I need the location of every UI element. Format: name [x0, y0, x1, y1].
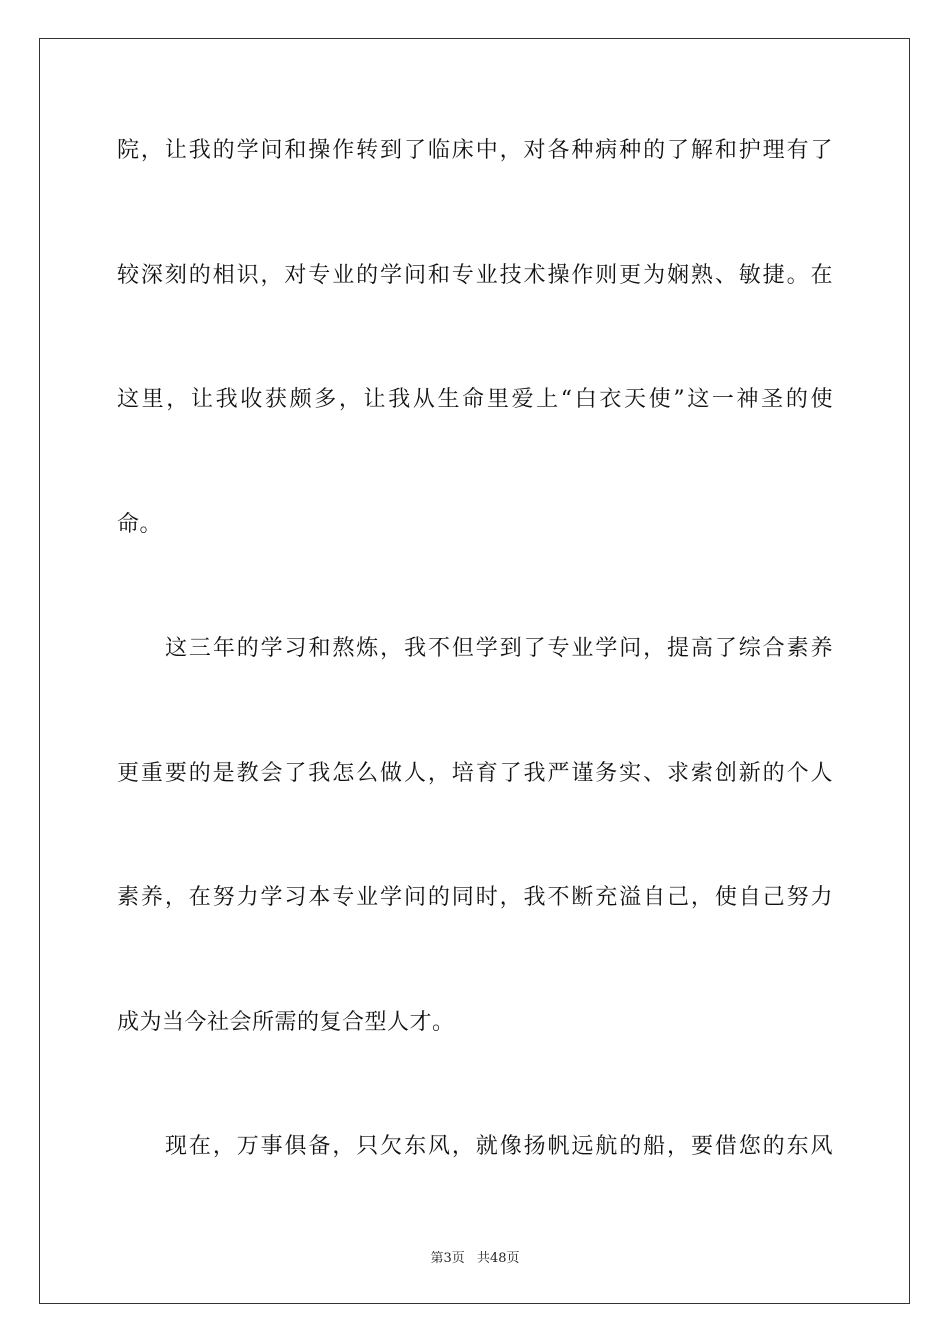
page-border [39, 38, 910, 1304]
page-number: 第3页 [430, 1251, 465, 1266]
body-text-line: 院，让我的学问和操作转到了临床中，对各种病种的了解和护理有了 [117, 138, 833, 163]
paragraph-start-line: 这三年的学习和熬炼，我不但学到了专业学问，提高了综合素养 [165, 636, 833, 661]
paragraph-start-line: 现在，万事俱备，只欠东风，就像扬帆远航的船，要借您的东风 [165, 1134, 833, 1159]
body-text-line: 命。 [117, 512, 163, 537]
body-text-line: 较深刻的相识，对专业的学问和专业技术操作则更为娴熟、敏捷。在 [117, 263, 833, 288]
total-pages: 共48页 [476, 1251, 520, 1266]
page-footer [0, 1247, 950, 1266]
body-text-line: 素养，在努力学习本专业学问的同时，我不断充溢自己，使自己努力 [117, 885, 833, 910]
body-text-line: 成为当今社会所需的复合型人才。 [117, 1010, 455, 1035]
body-text-line: 这里，让我收获颇多，让我从生命里爱上“白衣天使”这一神圣的使 [117, 387, 833, 412]
body-text-line: 更重要的是教会了我怎么做人，培育了我严谨务实、求索创新的个人 [117, 761, 833, 786]
